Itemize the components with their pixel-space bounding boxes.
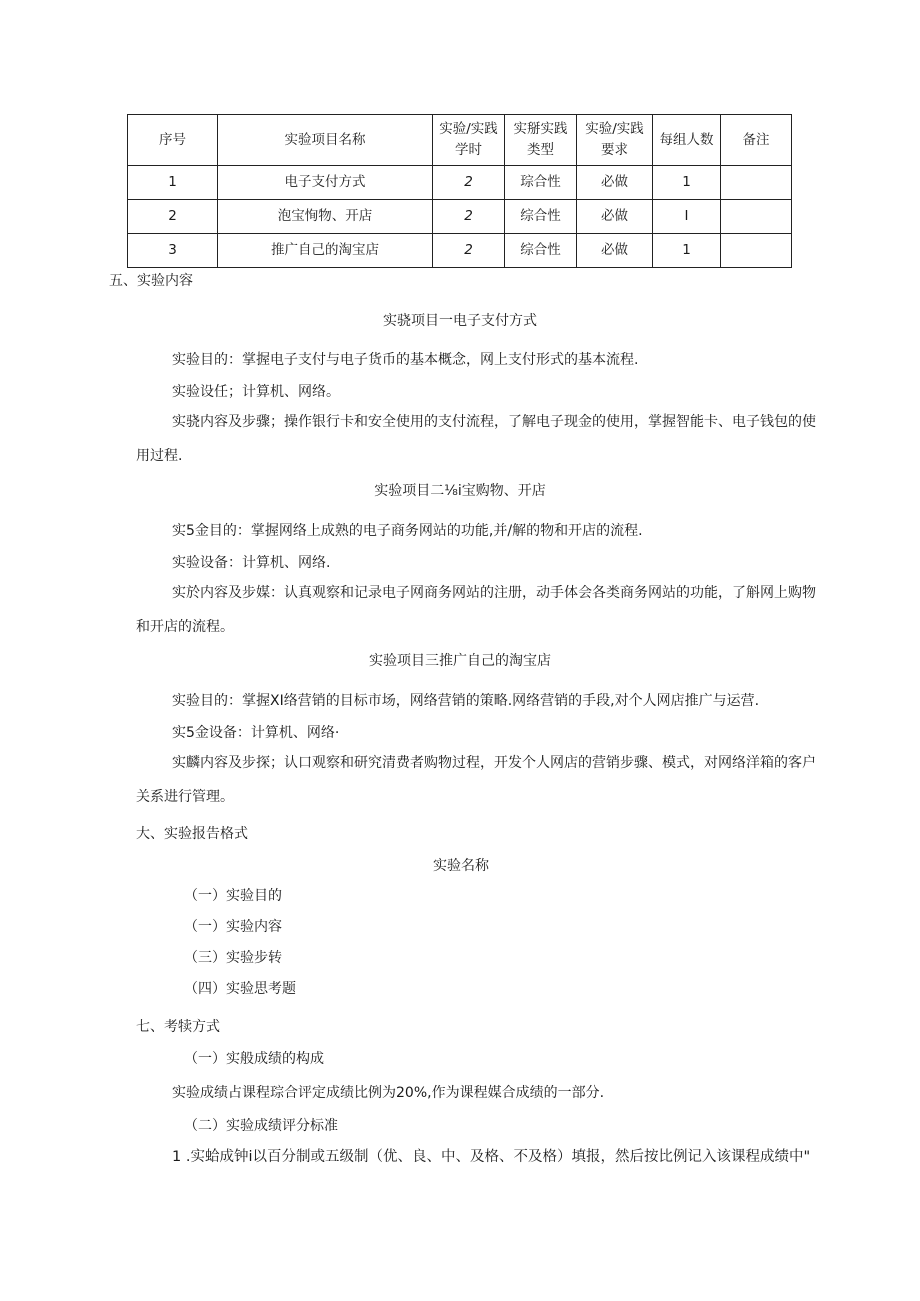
project-3-purpose: 实验目的：掌握XI络营销的目标市场，网络营销的策略.网络营销的手段,对个人网店推广与运营.	[172, 693, 760, 709]
header-notes: 备注	[721, 115, 792, 166]
report-item-4: （四）实验思考题	[184, 981, 296, 997]
project-3-equipment: 实5金设备：计算机、网络·	[172, 725, 340, 741]
report-title: 实验名称	[433, 858, 489, 874]
cell-hours: 2	[433, 166, 505, 200]
cell-hours: 2	[433, 200, 505, 234]
cell-type: 综合性	[505, 200, 577, 234]
cell-requirement: 必做	[577, 166, 653, 200]
cell-notes	[721, 200, 792, 234]
cell-requirement: 必做	[577, 200, 653, 234]
header-hours: 实验/实践学时	[433, 115, 505, 166]
project-2-content: 实於内容及步媒：认真观察和记录电子网商务网站的注册，动手体会各类商务网站的功能，了斛网上购物和开店的流程。	[136, 585, 816, 635]
cell-hours: 2	[433, 234, 505, 268]
table-row	[128, 234, 792, 268]
table-header-row	[128, 115, 792, 166]
section-5-heading: 五、实验内容	[109, 273, 193, 289]
project-1-purpose: 实验目的：掌握电子支付与电子货币的基本概念，网上支付形式的基本流程.	[172, 352, 639, 368]
header-index: 序号	[128, 115, 218, 166]
project-3-content: 实麟内容及步探；认口观察和研究清费者购物过程，开发个人网店的营销步骤、模式，对网络洋箱的客户关系进行管理。	[136, 755, 816, 805]
header-project-name: 实验项目名称	[218, 115, 433, 166]
table-row	[128, 200, 792, 234]
section-7-heading: 七、考犊方式	[136, 1019, 220, 1035]
header-per-group: 每组人数	[653, 115, 721, 166]
cell-per-group: I	[653, 200, 721, 234]
assessment-item-1: 1 .实蛤成钟i以百分制或五级制（优、良、中、及格、不及格）填报，然后按比例记入该课程成绩中"	[172, 1149, 811, 1165]
header-type: 实掰实践类型	[505, 115, 577, 166]
experiment-table	[127, 114, 792, 268]
project-1-content: 实骁内容及步骤；操作银行卡和安全使用的支付流程，了解电子现金的使用，掌握智能卡、电子钱包的使用过程.	[136, 414, 816, 464]
assessment-para-1: 实验成绩占课程琮合评定成绩比例为20%,作为课程媒合成绩的一部分.	[172, 1085, 605, 1101]
table-row	[128, 166, 792, 200]
report-item-2: （一）实验内容	[184, 919, 282, 935]
cell-project-name: 电子支付方式	[218, 166, 433, 200]
section-6-heading: 大、实验报告格式	[136, 826, 248, 842]
report-item-1: （一）实验目的	[184, 888, 282, 904]
cell-project-name: 推广自己的淘宝店	[218, 234, 433, 268]
assessment-sub-2: （二）实验成绩评分标准	[184, 1118, 338, 1134]
cell-per-group: 1	[653, 234, 721, 268]
header-requirement: 实验/实践要求	[577, 115, 653, 166]
project-2-title: 实验项目二⅛i宝购物、开店	[374, 483, 546, 499]
cell-type: 综合性	[505, 234, 577, 268]
assessment-sub-1: （一）实般成绩的构成	[184, 1051, 324, 1067]
cell-index: 1	[128, 166, 218, 200]
cell-project-name: 泡宝恂物、开店	[218, 200, 433, 234]
cell-per-group: 1	[653, 166, 721, 200]
project-3-title: 实验项目三推广自己的淘宝店	[369, 653, 551, 669]
project-2-equipment: 实验设备：计算机、网络.	[172, 555, 331, 571]
project-1-title: 实骁项目一电子支付方式	[383, 313, 537, 329]
report-item-3: （三）实验步转	[184, 950, 282, 966]
cell-type: 琮合性	[505, 166, 577, 200]
project-1-equipment: 实验设任；计算机、网络。	[172, 384, 340, 400]
cell-requirement: 必做	[577, 234, 653, 268]
cell-index: 3	[128, 234, 218, 268]
cell-notes	[721, 166, 792, 200]
project-2-purpose: 实5金目的：掌握网络上成熟的电子商务网站的功能,并/解的物和开店的流程.	[172, 523, 643, 539]
cell-index: 2	[128, 200, 218, 234]
cell-notes	[721, 234, 792, 268]
